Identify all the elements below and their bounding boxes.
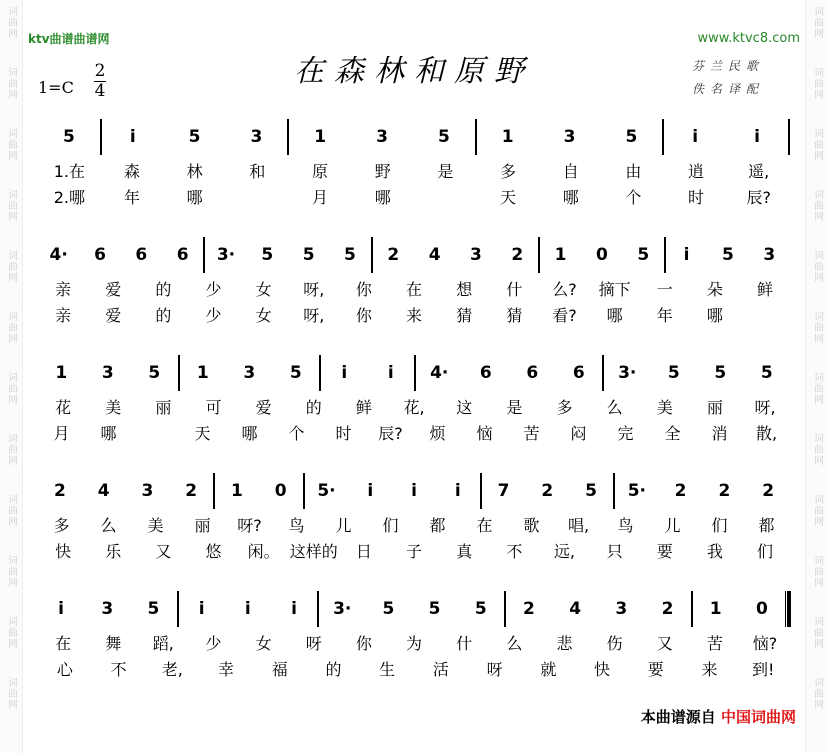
lyric-char: 你 xyxy=(355,305,372,325)
lyric-char: 多 xyxy=(53,515,70,535)
lyrics-verse-2 xyxy=(38,422,790,442)
lyric-char: 逍 xyxy=(688,161,705,181)
side-watermark-text: 词曲网 xyxy=(5,433,17,466)
side-watermark-text: 词曲网 xyxy=(811,433,823,466)
lyric-char: 来 xyxy=(701,659,718,679)
note: 2 xyxy=(718,481,731,501)
lyric-char: 苦 xyxy=(706,633,723,653)
lyric-char: 们 xyxy=(382,515,399,535)
lyric-char: 美 xyxy=(656,397,673,417)
lyric-char: 月 xyxy=(312,187,329,207)
side-watermark-text: 词曲网 xyxy=(5,67,17,100)
note: i xyxy=(454,481,461,501)
lyric-char: 呀? xyxy=(237,515,262,535)
lyric-char: 散, xyxy=(755,423,778,443)
time-signature xyxy=(94,62,106,101)
lyric-char: 摘下 xyxy=(598,279,631,299)
source-prefix: 本曲谱源自 xyxy=(640,708,716,726)
note: i xyxy=(244,599,251,619)
lyric-char: 年 xyxy=(124,187,141,207)
lyric-char: 就 xyxy=(540,659,557,679)
note: 3 xyxy=(563,127,576,147)
note: 3· xyxy=(333,599,352,619)
lyrics-verse-2 xyxy=(38,304,790,324)
side-watermark-text: 词曲网 xyxy=(811,372,823,405)
lyric-char: 个 xyxy=(288,423,305,443)
lyric-char: 少 xyxy=(205,305,222,325)
note: i xyxy=(411,481,417,501)
note: 5· xyxy=(627,481,646,501)
note: 4· xyxy=(430,363,449,383)
note: 2 xyxy=(511,245,524,265)
lyric-char: 这 xyxy=(456,397,473,417)
side-watermark-text: 词曲网 xyxy=(5,6,17,39)
notes-row xyxy=(38,122,790,152)
note: 3· xyxy=(216,245,236,265)
note: 3 xyxy=(141,481,154,501)
lyric-char: 天 xyxy=(194,423,211,443)
left-site-watermark: ktv曲谱曲谱网 xyxy=(28,32,110,46)
note: 3 xyxy=(763,245,776,265)
note: 5 xyxy=(760,363,773,383)
lyric-char: 哪 xyxy=(562,187,579,207)
lyric-char: 2.哪 xyxy=(53,187,85,207)
lyric-char: 的 xyxy=(155,279,172,299)
lyric-char: 在 xyxy=(406,279,423,299)
lyric-char: 可 xyxy=(205,397,222,417)
note: 5 xyxy=(62,127,75,147)
side-watermark-text: 词曲网 xyxy=(811,67,823,100)
note: 6 xyxy=(176,245,189,265)
lyric-char: 时 xyxy=(335,423,352,443)
note: 2 xyxy=(541,481,554,501)
lyric-char: 森 xyxy=(124,161,141,181)
lyric-char: 辰? xyxy=(378,423,403,443)
side-watermark-text: 词曲网 xyxy=(5,555,17,588)
lyric-char: 一 xyxy=(656,279,673,299)
lyric-char: 的 xyxy=(305,397,322,417)
lyric-char: 又 xyxy=(656,633,673,653)
lyrics-verse-1 xyxy=(38,632,790,652)
note: 5 xyxy=(637,245,650,265)
lyric-char: 恼 xyxy=(476,423,493,443)
right-site-watermark: www.ktvc8.com xyxy=(697,31,800,46)
note: 6 xyxy=(479,363,492,383)
note: i xyxy=(367,481,374,501)
lyric-char: 的 xyxy=(155,305,172,325)
lyric-char: 生 xyxy=(379,659,396,679)
lyric-char: 消 xyxy=(711,423,728,443)
lyric-char: 亲 xyxy=(55,279,72,299)
lyric-char: 女 xyxy=(255,633,272,653)
lyric-char: 多 xyxy=(556,397,573,417)
side-watermark-text: 词曲网 xyxy=(5,128,17,161)
lyric-char: 蹈, xyxy=(152,633,174,653)
note: 2 xyxy=(523,599,535,619)
note: 1 xyxy=(196,363,209,383)
lyric-char: 唱, xyxy=(567,515,590,535)
note: 1 xyxy=(709,599,722,619)
note: i xyxy=(198,599,205,619)
side-watermark-text: 词曲网 xyxy=(811,128,823,161)
song-title: 在森林和原野 xyxy=(294,54,534,89)
side-watermark-text: 词曲网 xyxy=(811,555,823,588)
lyric-char: 什 xyxy=(456,633,473,653)
lyric-char: 想 xyxy=(456,279,473,299)
lyric-char: 1.在 xyxy=(53,161,85,181)
lyric-char: 天 xyxy=(500,187,517,207)
side-watermark-text: 词曲网 xyxy=(5,250,17,283)
note: 2 xyxy=(762,481,775,501)
note: 6 xyxy=(135,245,148,265)
lyric-char: 鲜 xyxy=(757,279,774,299)
lyric-char: 林 xyxy=(186,161,203,181)
note: 5 xyxy=(382,599,395,619)
lyric-char: 福 xyxy=(271,659,288,679)
lyric-char: 哪 xyxy=(100,423,117,443)
side-watermark-text: 词曲网 xyxy=(5,494,17,527)
note: 3 xyxy=(243,363,256,383)
note: 7 xyxy=(497,481,510,501)
lyric-char: 苦 xyxy=(523,423,540,443)
lyric-char: 爱 xyxy=(105,279,122,299)
lyric-char: 乐 xyxy=(105,541,122,561)
note: 5 xyxy=(625,127,638,147)
note: i xyxy=(692,127,699,147)
lyric-char: 亲 xyxy=(55,305,72,325)
lyric-char: 看? xyxy=(552,305,577,325)
lyrics-verse-1 xyxy=(38,396,790,416)
lyric-char: 美 xyxy=(147,515,164,535)
side-watermark-text: 词曲网 xyxy=(811,494,823,527)
lyric-char: 在 xyxy=(476,515,493,535)
note: 0 xyxy=(274,481,287,501)
note: 5 xyxy=(261,245,274,265)
note: 5 xyxy=(721,245,734,265)
note: 4· xyxy=(49,245,68,265)
lyric-char: 闲。 xyxy=(247,541,280,561)
lyric-char: 我 xyxy=(706,541,723,561)
lyrics-verse-2 xyxy=(38,658,790,678)
lyric-char: 为 xyxy=(406,633,423,653)
right-watermark-strip xyxy=(805,0,828,753)
lyric-char: 幸 xyxy=(218,659,235,679)
lyric-char: 不 xyxy=(110,659,127,679)
note: 5 xyxy=(302,245,315,265)
time-signature-bottom: 4 xyxy=(94,81,106,101)
lyric-char: 呀 xyxy=(305,633,322,653)
lyric-char: 鲜 xyxy=(355,397,372,417)
lyric-char: 都 xyxy=(758,515,775,535)
barline xyxy=(788,119,790,155)
lyric-char: 月 xyxy=(53,423,70,443)
note: i xyxy=(683,245,690,265)
note: 2 xyxy=(53,481,66,501)
note: 3 xyxy=(101,599,114,619)
lyric-char: 来 xyxy=(406,305,423,325)
lyrics-verse-1 xyxy=(38,278,790,298)
notes-row xyxy=(38,240,790,270)
left-watermark-strip xyxy=(0,0,23,753)
lyric-char: 丽 xyxy=(706,397,723,417)
note: 1 xyxy=(231,481,243,501)
lyric-char: 么 xyxy=(506,633,523,653)
lyric-char: 和 xyxy=(249,161,266,181)
lyric-char: 快 xyxy=(594,659,611,679)
lyric-char: 鸟 xyxy=(617,515,634,535)
note: 0 xyxy=(596,245,608,265)
lyric-char: 女 xyxy=(255,305,272,325)
lyric-char: 哪 xyxy=(606,305,623,325)
side-watermark-text: 词曲网 xyxy=(5,616,17,649)
lyric-char: 们 xyxy=(757,541,774,561)
side-watermark-text: 词曲网 xyxy=(5,311,17,344)
lyric-char: 们 xyxy=(711,515,728,535)
lyric-char: 要 xyxy=(656,541,673,561)
note: 3 xyxy=(376,127,388,147)
lyric-char: 丽 xyxy=(155,397,172,417)
note: 3 xyxy=(615,599,628,619)
lyric-char: 全 xyxy=(664,423,681,443)
lyric-char: 猜 xyxy=(506,305,523,325)
lyric-char: 日 xyxy=(355,541,372,561)
source-credit xyxy=(641,706,796,727)
lyric-char: 哪 xyxy=(706,305,723,325)
lyric-char: 野 xyxy=(374,161,391,181)
lyric-char: 老, xyxy=(161,659,183,679)
source-site: 中国词曲网 xyxy=(720,708,796,726)
note: 3 xyxy=(101,363,114,383)
lyric-char: 舞 xyxy=(105,633,122,653)
lyric-char: 哪 xyxy=(374,187,391,207)
note: 1 xyxy=(501,127,514,147)
lyric-char: 女 xyxy=(255,279,272,299)
side-watermark-text: 词曲网 xyxy=(5,677,17,710)
note: 5 xyxy=(428,599,441,619)
lyric-char: 自 xyxy=(562,161,579,181)
note: 2 xyxy=(674,481,687,501)
lyrics-verse-1 xyxy=(38,160,790,180)
lyric-char: 多 xyxy=(500,161,517,181)
lyric-char: 心 xyxy=(56,659,73,679)
lyrics-verse-2 xyxy=(38,540,790,560)
lyric-char: 是 xyxy=(506,397,523,417)
lyric-char: 呀, xyxy=(303,305,325,325)
note: 5 xyxy=(188,127,201,147)
lyric-char: 爱 xyxy=(255,397,272,417)
song-origin: 芬兰民歌 xyxy=(692,59,765,73)
lyric-char: 朵 xyxy=(706,279,723,299)
note: i xyxy=(754,127,760,147)
note: 4 xyxy=(97,481,110,501)
lyric-char: 鸟 xyxy=(288,515,305,535)
final-barline xyxy=(785,591,790,627)
lyric-char: 美 xyxy=(105,397,122,417)
lyric-char: 爱 xyxy=(105,305,122,325)
lyric-char: 猜 xyxy=(456,305,473,325)
lyric-char: 的 xyxy=(325,659,342,679)
lyric-char: 是 xyxy=(437,161,454,181)
note: 5 xyxy=(147,599,160,619)
lyric-char: 伤 xyxy=(606,633,623,653)
note: 4 xyxy=(428,245,441,265)
lyric-char: 只 xyxy=(606,541,623,561)
lyric-char: 完 xyxy=(617,423,634,443)
note: 5 xyxy=(585,481,597,501)
lyric-char: 少 xyxy=(205,279,222,299)
side-watermark-text: 词曲网 xyxy=(5,189,17,222)
lyric-char: 这样的 xyxy=(289,541,338,561)
lyric-char: 远, xyxy=(553,541,576,561)
note: i xyxy=(58,599,64,619)
lyric-char: 呀 xyxy=(486,659,503,679)
key-signature: 1=C xyxy=(38,78,74,97)
note: 5 xyxy=(344,245,356,265)
lyric-char: 呀, xyxy=(754,397,776,417)
lyric-char: 在 xyxy=(55,633,72,653)
lyric-char: 时 xyxy=(688,187,705,207)
lyric-char: 少 xyxy=(205,633,222,653)
note: 6 xyxy=(572,363,585,383)
side-watermark-text: 词曲网 xyxy=(811,311,823,344)
lyrics-verse-2 xyxy=(38,186,790,206)
lyric-char: 丽 xyxy=(194,515,211,535)
lyric-char: 不 xyxy=(506,541,523,561)
side-watermark-text: 词曲网 xyxy=(5,372,17,405)
note: i xyxy=(129,127,136,147)
note: 0 xyxy=(755,599,768,619)
lyric-char: 个 xyxy=(625,187,642,207)
side-watermark-text: 词曲网 xyxy=(811,250,823,283)
note: 5 xyxy=(148,363,161,383)
note: 1 xyxy=(554,245,567,265)
lyric-char: 花 xyxy=(55,397,72,417)
lyric-char: 么 xyxy=(100,515,117,535)
lyric-char: 快 xyxy=(55,541,72,561)
lyric-char: 辰? xyxy=(746,187,771,207)
note: 5 xyxy=(714,363,727,383)
note: i xyxy=(387,363,394,383)
note: 1 xyxy=(55,363,68,383)
note: 6 xyxy=(94,245,106,265)
notes-row xyxy=(38,358,790,388)
lyric-char: 么 xyxy=(606,397,623,417)
lyric-char: 都 xyxy=(429,515,446,535)
lyric-char: 什 xyxy=(506,279,523,299)
time-signature-top: 2 xyxy=(94,61,106,81)
lyric-char: 花, xyxy=(403,397,425,417)
lyric-char: 年 xyxy=(656,305,673,325)
lyric-char: 歌 xyxy=(523,515,540,535)
lyric-char: 又 xyxy=(155,541,172,561)
lyric-char: 悲 xyxy=(556,633,573,653)
note: 5 xyxy=(437,127,450,147)
note: 3· xyxy=(618,363,637,383)
lyric-char: 么? xyxy=(552,279,577,299)
side-watermark-text: 词曲网 xyxy=(811,677,823,710)
lyric-char: 由 xyxy=(625,161,642,181)
note: 2 xyxy=(387,245,400,265)
lyric-char: 闷 xyxy=(570,423,587,443)
note: i xyxy=(341,363,348,383)
note: 3 xyxy=(250,127,263,147)
note: 3 xyxy=(470,245,482,265)
note: i xyxy=(291,599,297,619)
lyric-char: 活 xyxy=(432,659,449,679)
notes-row xyxy=(38,594,790,624)
side-watermark-text: 词曲网 xyxy=(811,616,823,649)
lyric-char: 儿 xyxy=(664,515,681,535)
note: 2 xyxy=(185,481,198,501)
notes-row xyxy=(38,476,790,506)
lyric-char: 你 xyxy=(355,633,372,653)
side-watermark-text: 词曲网 xyxy=(811,6,823,39)
lyric-char: 儿 xyxy=(335,515,352,535)
lyric-char: 你 xyxy=(355,279,372,299)
side-watermark-text: 词曲网 xyxy=(811,189,823,222)
lyric-char: 哪 xyxy=(186,187,203,207)
translator-credit: 佚名译配 xyxy=(692,82,765,96)
lyric-char: 要 xyxy=(647,659,664,679)
lyric-char: 子 xyxy=(406,541,423,561)
lyrics-verse-1 xyxy=(38,514,790,534)
note: 5 xyxy=(289,363,302,383)
lyric-char: 原 xyxy=(312,161,329,181)
lyric-char: 恼? xyxy=(752,633,778,653)
note: 1 xyxy=(314,127,327,147)
note: 5· xyxy=(317,481,336,501)
lyric-char: 呀, xyxy=(303,279,325,299)
lyric-char: 悠 xyxy=(205,541,222,561)
lyric-char: 遥, xyxy=(748,161,770,181)
note: 6 xyxy=(526,363,539,383)
lyric-char: 到! xyxy=(751,659,775,679)
note: 2 xyxy=(661,599,674,619)
lyric-char: 真 xyxy=(456,541,473,561)
note: 5 xyxy=(667,363,680,383)
lyric-char: 烦 xyxy=(429,423,446,443)
note: 4 xyxy=(569,599,582,619)
lyric-char: 哪 xyxy=(241,423,258,443)
note: 5 xyxy=(474,599,487,619)
